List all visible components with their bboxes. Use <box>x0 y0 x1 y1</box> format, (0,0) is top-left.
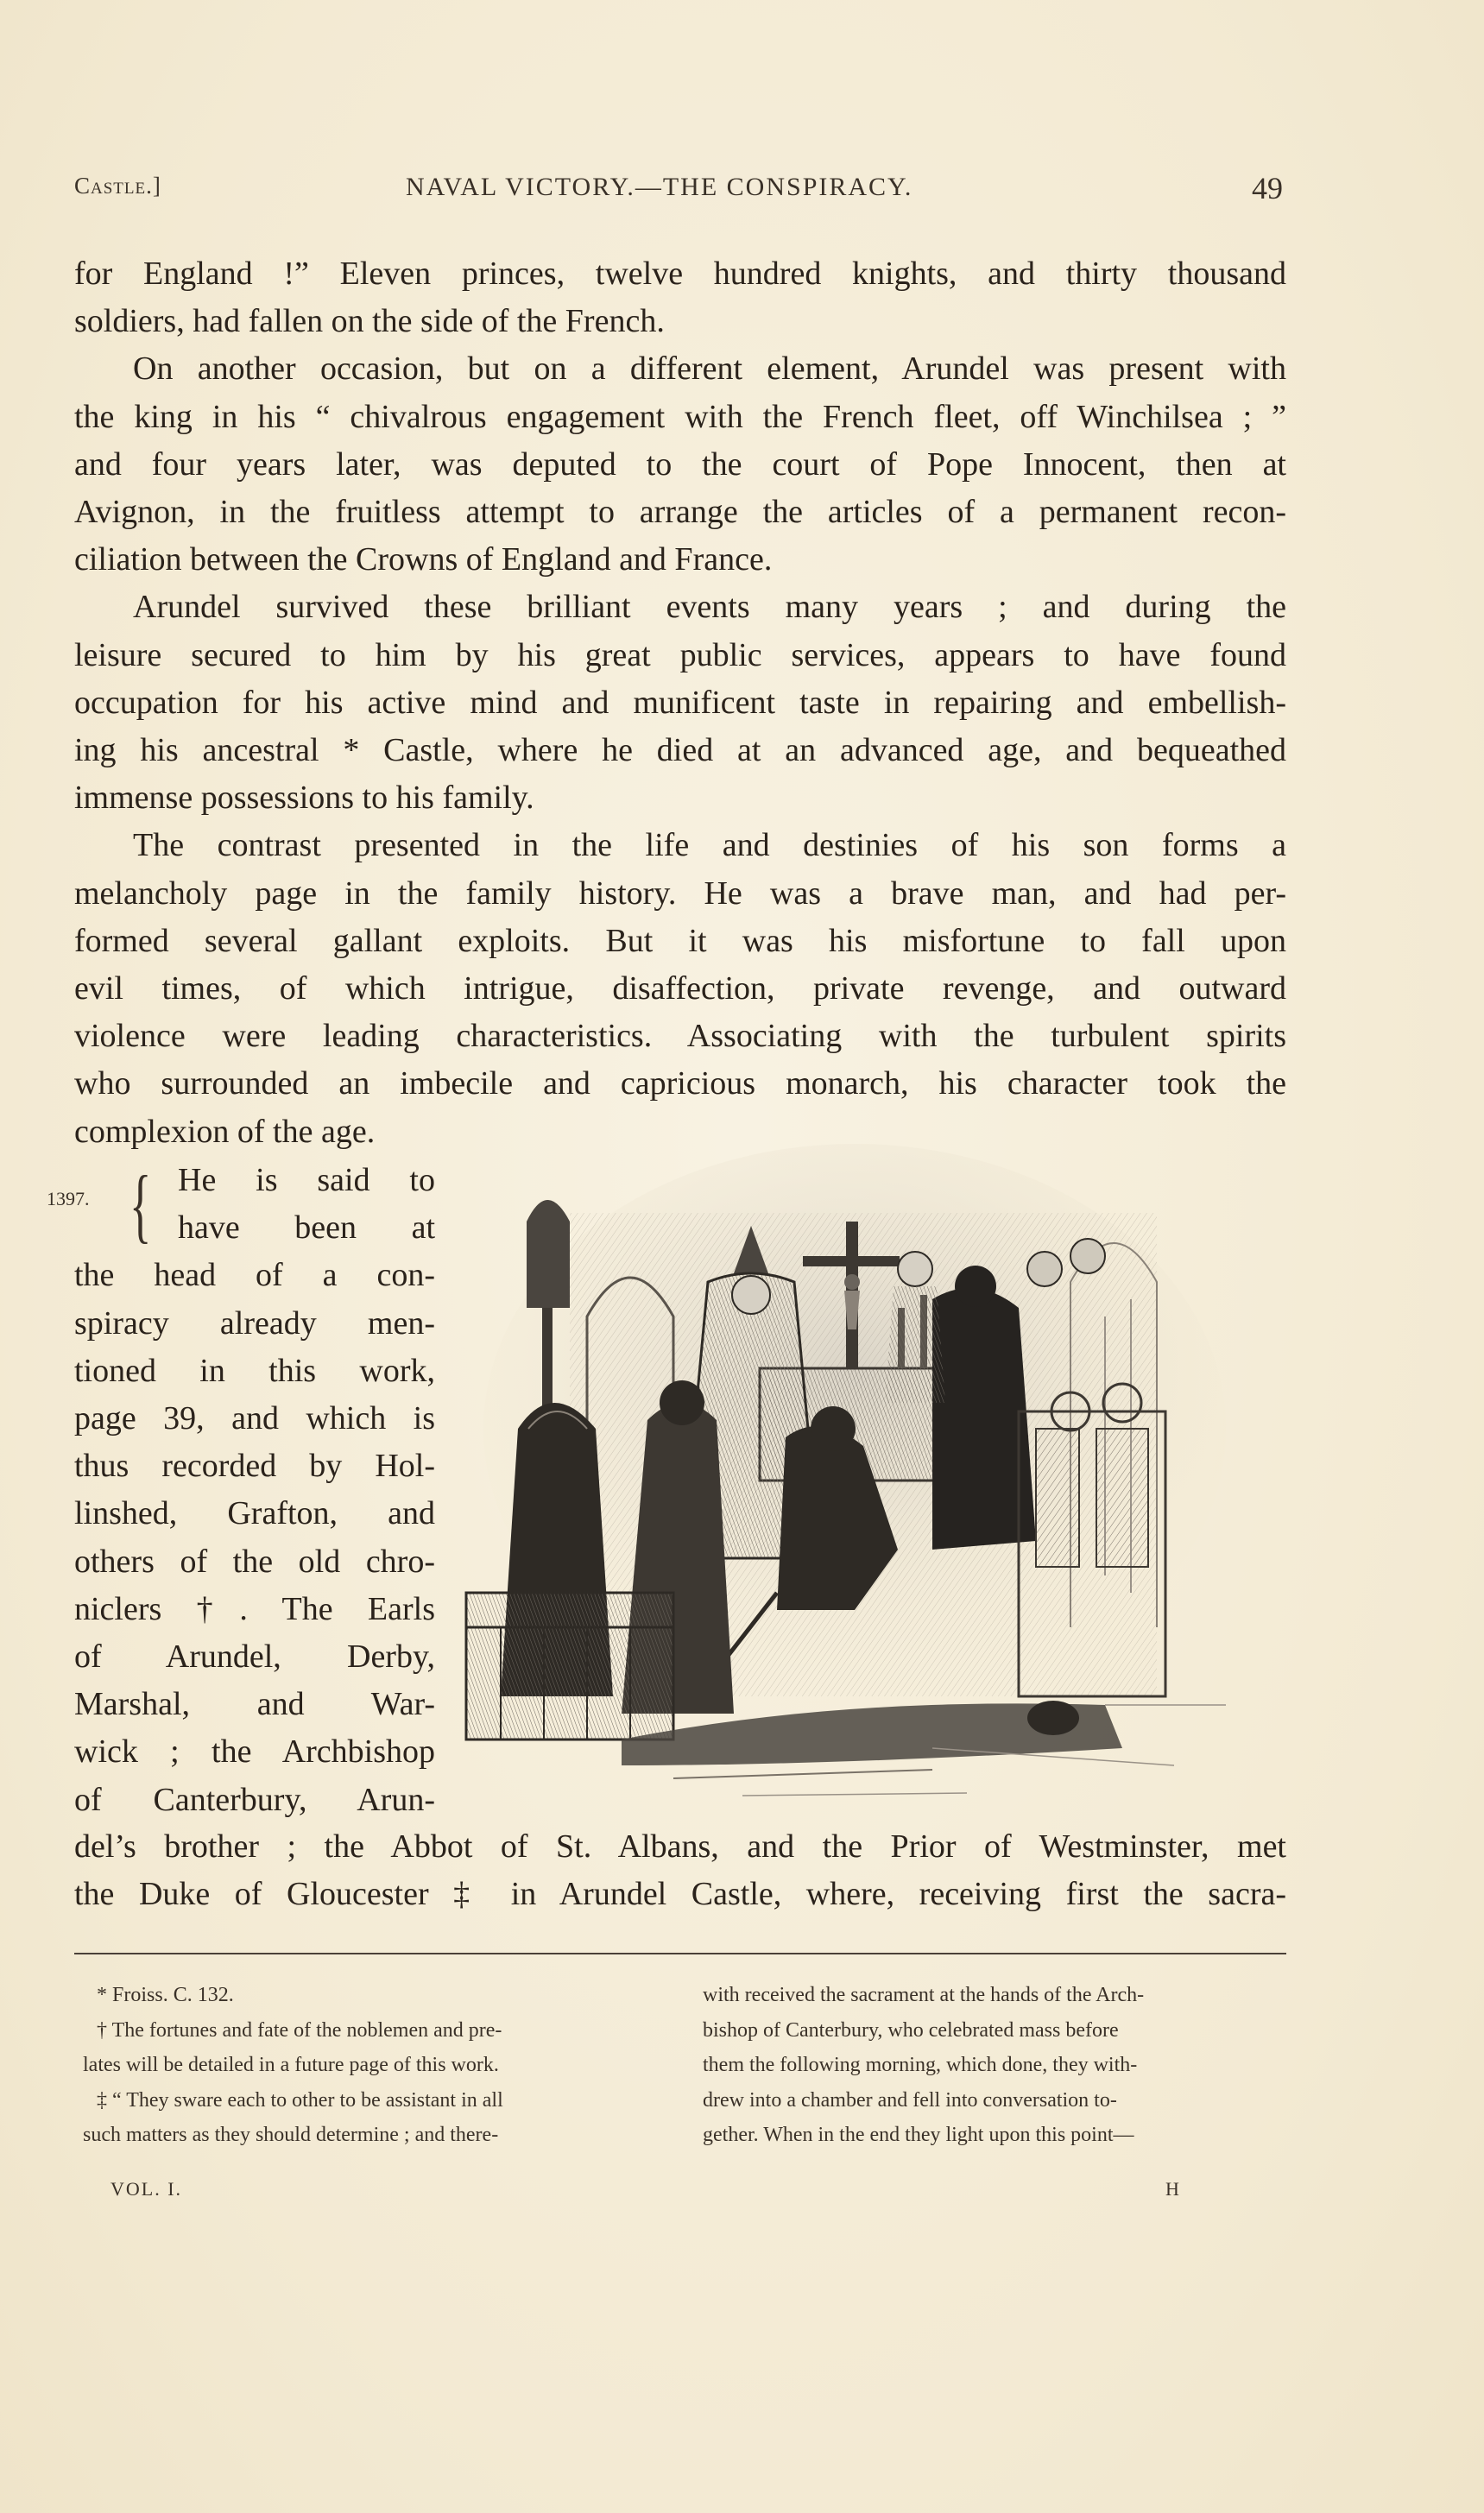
text-line: The contrast presented in the life and destinies of his son forms a <box>133 827 1286 864</box>
main-text <box>74 250 1286 1156</box>
text-line: ciliation between the Crowns of England and France. <box>74 541 773 578</box>
footnote-line: † The fortunes and fate of the noblemen and pre- <box>97 2018 502 2042</box>
volume-signature: VOL. I. <box>111 2178 183 2200</box>
text-line: the king in his “ chivalrous engagement with the French fleet, off Winchilsea ; ” <box>74 398 1286 435</box>
text-line: occupation for his active mind and munificent taste in repairing and embellish- <box>74 684 1286 721</box>
text-line: the Duke of Gloucester ‡ in Arundel Castle, where, receiving first the sacra- <box>74 1876 1286 1913</box>
text-line: leisure secured to him by his great public services, appears to have found <box>74 636 1286 673</box>
text-line: others of the old chro- <box>74 1543 435 1580</box>
text-line: Arundel survived these brilliant events many years ; and during the <box>133 589 1286 626</box>
text-line: wick ; the Archbishop <box>74 1733 435 1771</box>
text-line: melancholy page in the family history. He was a brave man, and had per- <box>74 874 1286 912</box>
footnote-line: ‡ “ They sware each to other to be assistant in all <box>97 2088 503 2112</box>
text-line: spiracy already men- <box>74 1304 435 1342</box>
margin-year: 1397. <box>47 1188 90 1209</box>
text-line: del’s brother ; the Abbot of St. Albans, and the Prior of Westminster, met <box>74 1828 1286 1865</box>
gathering-signature: H <box>1165 2178 1179 2200</box>
text-line: for England !” Eleven princes, twelve hundred knights, and thirty thousand <box>74 256 1286 292</box>
text-line: formed several gallant exploits. But it was his misfortune to fall upon <box>74 922 1286 959</box>
engraving-illustration <box>449 1144 1243 1809</box>
text-line: page 39, and which is <box>74 1400 435 1437</box>
text-line: He is said to <box>178 1162 435 1198</box>
page-number: 49 <box>1252 171 1283 205</box>
margin-brace: { <box>129 1159 152 1251</box>
bottom-text <box>74 1823 1286 1918</box>
text-line: Marshal, and War- <box>74 1686 435 1723</box>
wrap-column <box>74 1157 435 1824</box>
footnote-line: with received the sacrament at the hands of the Arch- <box>703 1984 1145 2006</box>
text-line: who surrounded an imbecile and capricious monarch, his character took the <box>74 1065 1286 1102</box>
footnote-line: * Froiss. C. 132. <box>97 1984 234 2006</box>
text-line: Avignon, in the fruitless attempt to arrange the articles of a permanent recon- <box>74 494 1286 531</box>
running-head-title: NAVAL VICTORY.—THE CONSPIRACY. <box>406 173 913 201</box>
footnote-line: lates will be detailed in a future page of this work. <box>83 2054 499 2076</box>
footnote-rule <box>74 1953 1286 1954</box>
footnotes-left <box>83 1978 679 2153</box>
text-line: ing his ancestral * Castle, where he died at an advanced age, and bequeathed <box>74 732 1286 769</box>
footnotes-right <box>703 1978 1295 2153</box>
running-head-left: Castle.] <box>74 173 161 199</box>
text-line: the head of a con- <box>74 1257 435 1294</box>
footnote-line: drew into a chamber and fell into conversation to- <box>703 2088 1117 2112</box>
footnote-line: gether. When in the end they light upon this point— <box>703 2124 1134 2146</box>
footnote-line: them the following morning, which done, they with- <box>703 2054 1138 2076</box>
footnote-line: such matters as they should determine ; and there- <box>83 2124 499 2146</box>
text-line: and four years later, was deputed to the court of Pope Innocent, then at <box>74 445 1286 483</box>
text-line: On another occasion, but on a different element, Arundel was present with <box>133 350 1286 388</box>
text-line: niclers †. The Earls <box>74 1590 435 1627</box>
text-line: immense possessions to his family. <box>74 780 534 817</box>
text-line: evil times, of which intrigue, disaffection, private revenge, and outward <box>74 970 1286 1007</box>
text-line: thus recorded by Hol- <box>74 1448 435 1485</box>
text-line: soldiers, had fallen on the side of the French. <box>74 303 665 340</box>
text-line: have been at <box>178 1209 435 1247</box>
footnote-line: bishop of Canterbury, who celebrated mass before <box>703 2018 1119 2042</box>
text-line: of Arundel, Derby, <box>74 1639 435 1676</box>
text-line: linshed, Grafton, and <box>74 1495 435 1532</box>
text-line: complexion of the age. <box>74 1113 376 1150</box>
text-line: tioned in this work, <box>74 1352 435 1389</box>
text-line: of Canterbury, Arun- <box>74 1781 435 1818</box>
text-line: violence were leading characteristics. Associating with the turbulent spirits <box>74 1018 1286 1055</box>
